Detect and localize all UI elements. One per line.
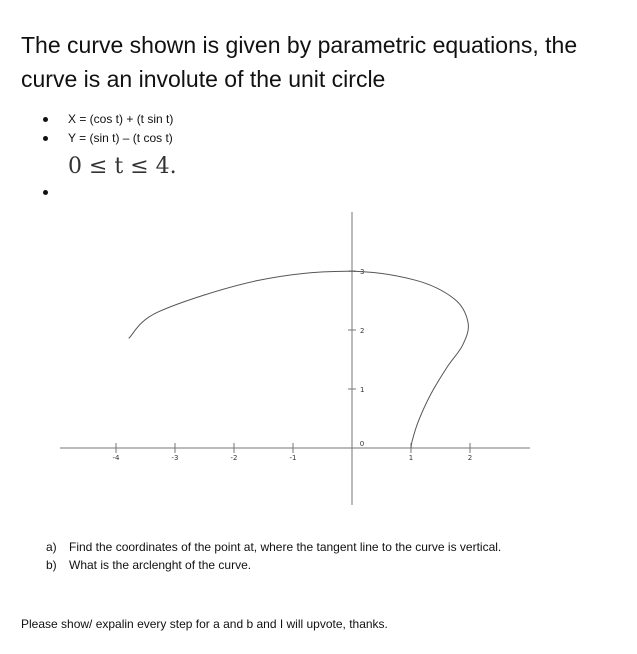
question-a-label: a) [46,540,57,554]
page-title: The curve shown is given by parametric equations, the curve is an involute of the unit circle [21,32,578,92]
equation-x: X = (cos t) + (t sin t) [40,110,173,129]
footer-note: Please show/ expalin every step for a and b and I will upvote, thanks. [21,617,388,631]
equation-list [40,110,173,148]
question-list [46,538,501,574]
x-tick-label--3: -3 [171,454,179,462]
question-a-text: Find the coordinates of the point at, where the tangent line to the curve is vertical. [69,540,502,554]
x-tick-label--4: -4 [112,454,120,462]
axis-ticks [113,268,473,462]
x-tick-label-1: 1 [408,454,414,462]
x-tick-label--1: -1 [289,454,297,462]
parameter-range: 0 ≤ t ≤ 4. [68,154,177,179]
y-tick-label-3: 3 [360,268,365,276]
x-tick-label--2: -2 [230,454,238,462]
empty-bullet [43,190,48,195]
involute-graph [0,200,637,510]
x-tick-label-2: 2 [467,454,473,462]
question-b-label: b) [46,558,57,572]
origin-label: 0 [359,440,365,448]
question-a [46,538,501,556]
y-tick-label-2: 2 [360,327,365,335]
y-tick-label-1: 1 [360,386,365,394]
involute-curve [129,271,469,448]
question-b [46,556,501,574]
question-b-text: What is the arclenght of the curve. [69,558,252,572]
equation-y: Y = (sin t) – (t cos t) [40,129,173,148]
